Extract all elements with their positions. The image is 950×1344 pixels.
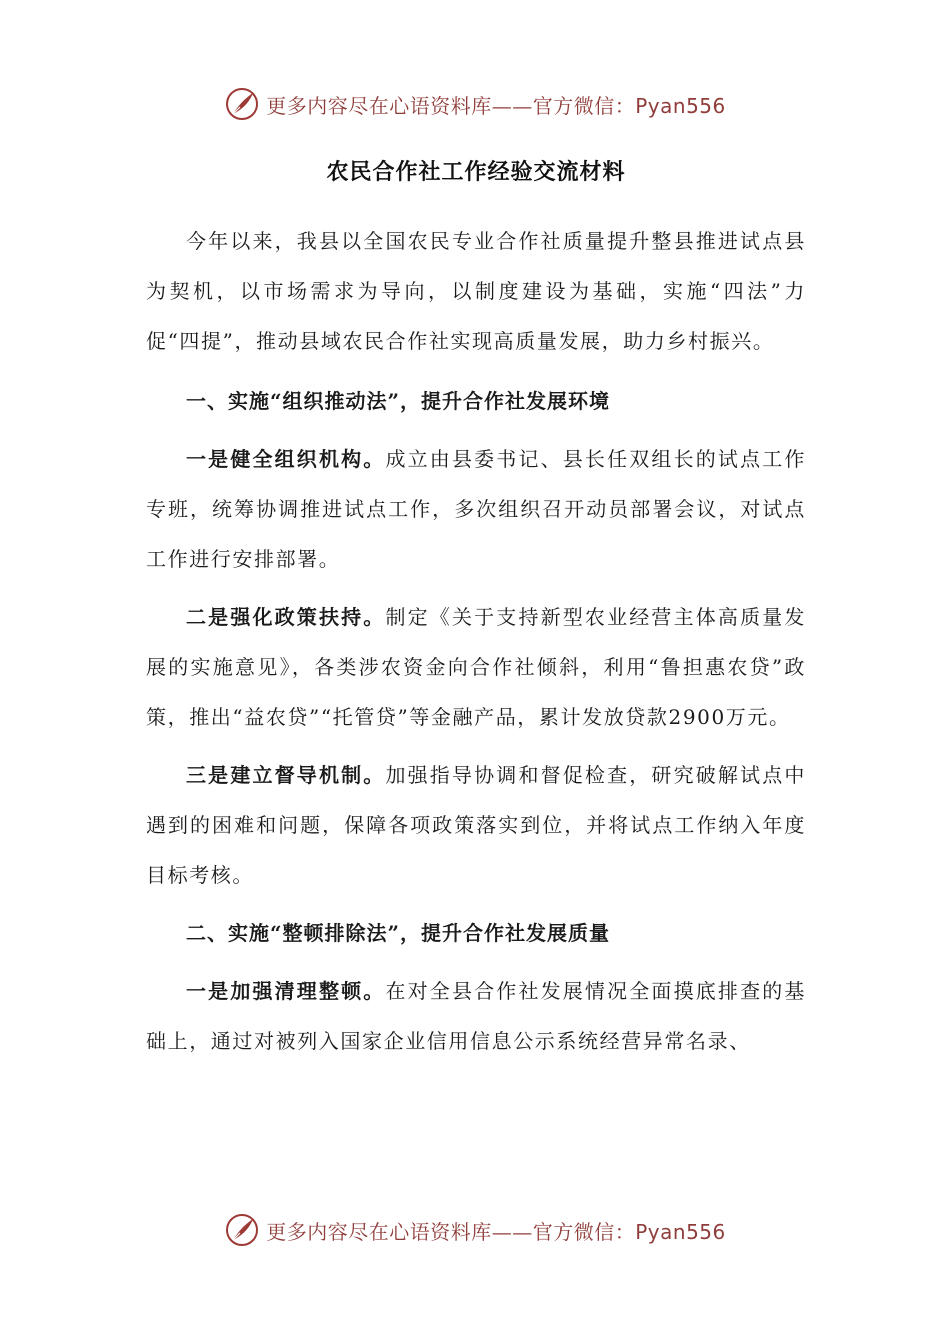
document-title: 农民合作社工作经验交流材料 <box>326 159 626 185</box>
section-1-item-2 <box>146 592 806 742</box>
banner-label: 更多内容尽在心语资料库——官方微信： <box>266 1219 636 1244</box>
top-banner <box>0 84 950 124</box>
banner-text <box>266 90 726 119</box>
item-text: 加强指导协调和督促检查，研究破解试点中遇到的困难和问题，保障各项政策落实到位，并将试点工作纳入年度目标考核。 <box>146 763 806 887</box>
section-1-item-1 <box>146 434 806 584</box>
quill-pen-icon <box>224 86 260 122</box>
item-lead: 一是健全组织机构。 <box>186 447 386 471</box>
banner-label: 更多内容尽在心语资料库——官方微信： <box>266 93 636 118</box>
item-lead: 二是强化政策扶持。 <box>186 605 386 629</box>
intro-paragraph: 今年以来，我县以全国农民专业合作社质量提升整县推进试点县为契机，以市场需求为导向，以制度建设为基础，实施“四法”力促“四提”，推动县域农民合作社实现高质量发展，助力乡村振兴。 <box>146 229 806 353</box>
section-1-heading: 一、实施“组织推动法”，提升合作社发展环境 <box>186 389 611 413</box>
item-lead: 一是加强清理整顿。 <box>186 979 386 1003</box>
quill-pen-icon <box>224 1212 260 1248</box>
item-text: 制定《关于支持新型农业经营主体高质量发展的实施意见》，各类涉农资金向合作社倾斜，利用“鲁担惠农贷”政策，推出“益农贷”“托管贷”等金融产品，累计发放贷款2900万元。 <box>146 605 806 729</box>
bottom-banner <box>0 1210 950 1250</box>
item-text: 在对全县合作社发展情况全面摸底排查的基础上，通过对被列入国家企业信用信息公示系统经营异常名录、 <box>146 979 806 1053</box>
item-lead: 三是建立督导机制。 <box>186 763 386 787</box>
section-1-item-3 <box>146 750 806 900</box>
banner-wechat-id: Pyan556 <box>635 1219 726 1244</box>
document-body <box>146 150 806 1066</box>
banner-text <box>266 1216 726 1245</box>
section-2-heading: 二、实施“整顿排除法”，提升合作社发展质量 <box>186 921 611 945</box>
section-2-item-1 <box>146 966 806 1066</box>
item-text: 成立由县委书记、县长任双组长的试点工作专班，统筹协调推进试点工作，多次组织召开动员部署会议，对试点工作进行安排部署。 <box>146 447 806 571</box>
banner-wechat-id: Pyan556 <box>635 93 726 118</box>
